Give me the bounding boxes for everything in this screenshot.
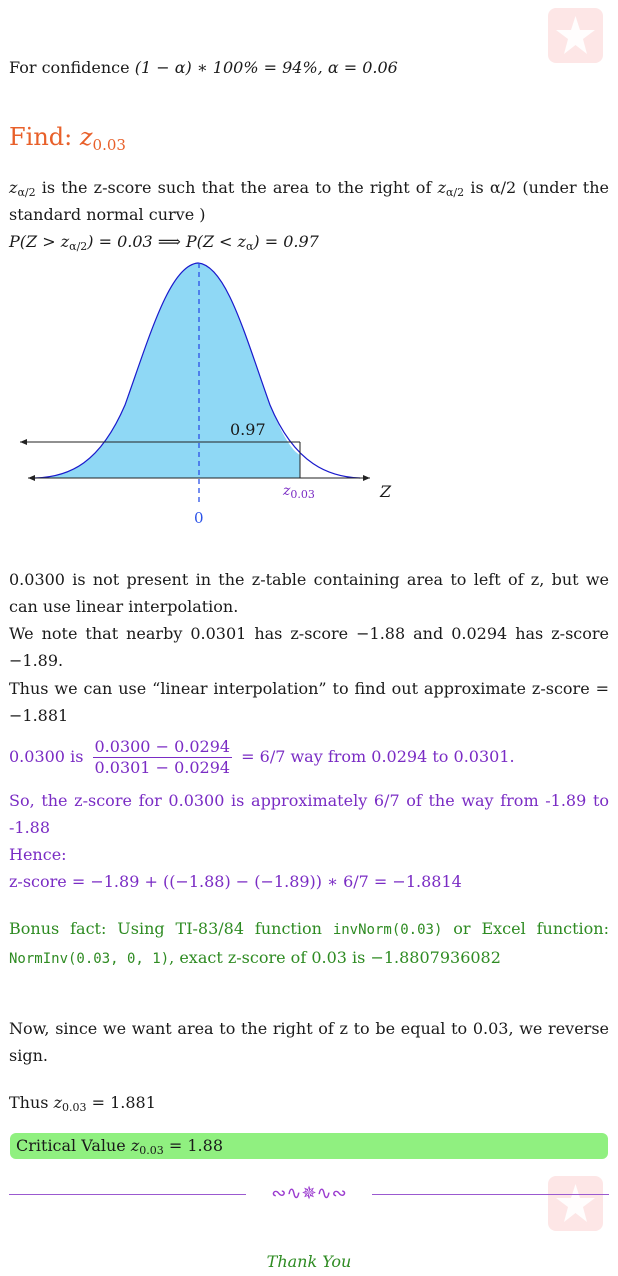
normal-curve-figure (0, 255, 420, 535)
shaded-area (35, 263, 300, 478)
thus-z: z (53, 1093, 63, 1112)
thus-z-sub: 0.03 (62, 1101, 87, 1114)
fraction-post: = 6/7 way from 0.0294 to 0.0301. (241, 747, 515, 766)
prob-sub1: α/2 (69, 240, 88, 253)
divider-right (372, 1194, 609, 1195)
zscore-calculation: z-score = −1.89 + ((−1.88) − (−1.89)) ∗ 6/7 = −1.8814 (9, 872, 462, 891)
interp-p1: 0.0300 is not present in the z-table containing area to left of z, but we can use linear interpolation. (9, 570, 609, 616)
interp-p2: We note that nearby 0.0301 has z-score −1.88 and 0.0294 has z-score −1.89. (9, 624, 609, 670)
thus-post: = 1.881 (86, 1093, 156, 1112)
confidence-formula: (1 − α) ∗ 100% = 94%, α = 0.06 (134, 58, 398, 77)
prob-part1: P(Z > z (9, 232, 70, 251)
def-z-sub: α/2 (17, 186, 36, 199)
def-text1: is the z-score such that the area to the right of (35, 178, 438, 197)
find-z: z (79, 123, 93, 151)
critical-post: = 1.88 (163, 1136, 223, 1155)
z-axis-arrow-right (363, 475, 370, 481)
watermark-badge-bottom (548, 1176, 603, 1231)
fraction (93, 737, 233, 778)
prob-sub2: α (245, 240, 254, 253)
reverse-sign-paragraph: Now, since we want area to the right of z to be equal to 0.03, we reverse sign. (9, 1019, 609, 1065)
confidence-prefix: For confidence (9, 58, 135, 77)
fraction-denominator: 0.0301 − 0.0294 (94, 758, 231, 777)
bonus-text2: or Excel function: (442, 919, 609, 938)
probability-line (9, 228, 609, 255)
def-text2: is α/2 (under the standard normal curve ) (9, 178, 610, 224)
definition-paragraph (9, 174, 609, 228)
thus-pre: Thus (9, 1093, 54, 1112)
hence-label: Hence: (9, 845, 67, 864)
prob-part2: ) = 0.03 ⟹ P(Z < z (87, 232, 246, 251)
critical-value-box (10, 1133, 608, 1159)
interp-p3: Thus we can use “linear interpolation” to find out approximate z-score = −1.881 (9, 679, 609, 725)
confidence-line (9, 54, 609, 81)
bonus-text1: Bonus fact: Using TI-83/84 function (9, 919, 333, 938)
bonus-code1: invNorm(0.03) (332, 922, 443, 938)
def-z2: z (437, 178, 446, 197)
find-label: Find: (9, 123, 73, 151)
def-z2-sub: α/2 (446, 186, 465, 199)
critical-pre: Critical Value (16, 1136, 131, 1155)
bonus-fact (9, 915, 609, 973)
bonus-text3: , exact z-score of 0.03 is −1.8807936082 (169, 948, 501, 967)
def-z: z (9, 178, 18, 197)
center-zero-label: 0 (194, 509, 204, 527)
find-heading (9, 122, 609, 152)
so-line: So, the z-score for 0.0300 is approximately 6/7 of the way from -1.89 to -1.88 (9, 791, 609, 837)
fraction-pre: 0.0300 is (9, 747, 84, 766)
find-z-sub: 0.03 (92, 136, 126, 154)
z-critical-label: $z_{0.03}$ (283, 483, 315, 501)
critical-z: z (130, 1136, 140, 1155)
ornament-icon: ∾∿✵∿∾ (271, 1183, 347, 1204)
prob-part3: ) = 0.97 (253, 232, 319, 251)
area-label: 0.97 (230, 420, 266, 439)
thank-you: Thank You (266, 1252, 352, 1271)
bonus-code2: NormInv(0.03, 0, 1) (9, 951, 170, 967)
area-arrow-head (20, 439, 27, 445)
fraction-line (9, 737, 609, 778)
fraction-numerator: 0.0300 − 0.0294 (94, 737, 231, 756)
thus-line (9, 1089, 609, 1116)
star-icon (548, 1176, 603, 1231)
divider-left (9, 1194, 246, 1195)
z-axis-arrow-left (28, 475, 35, 481)
critical-z-sub: 0.03 (139, 1144, 164, 1157)
axis-z-label: Z (380, 482, 392, 501)
